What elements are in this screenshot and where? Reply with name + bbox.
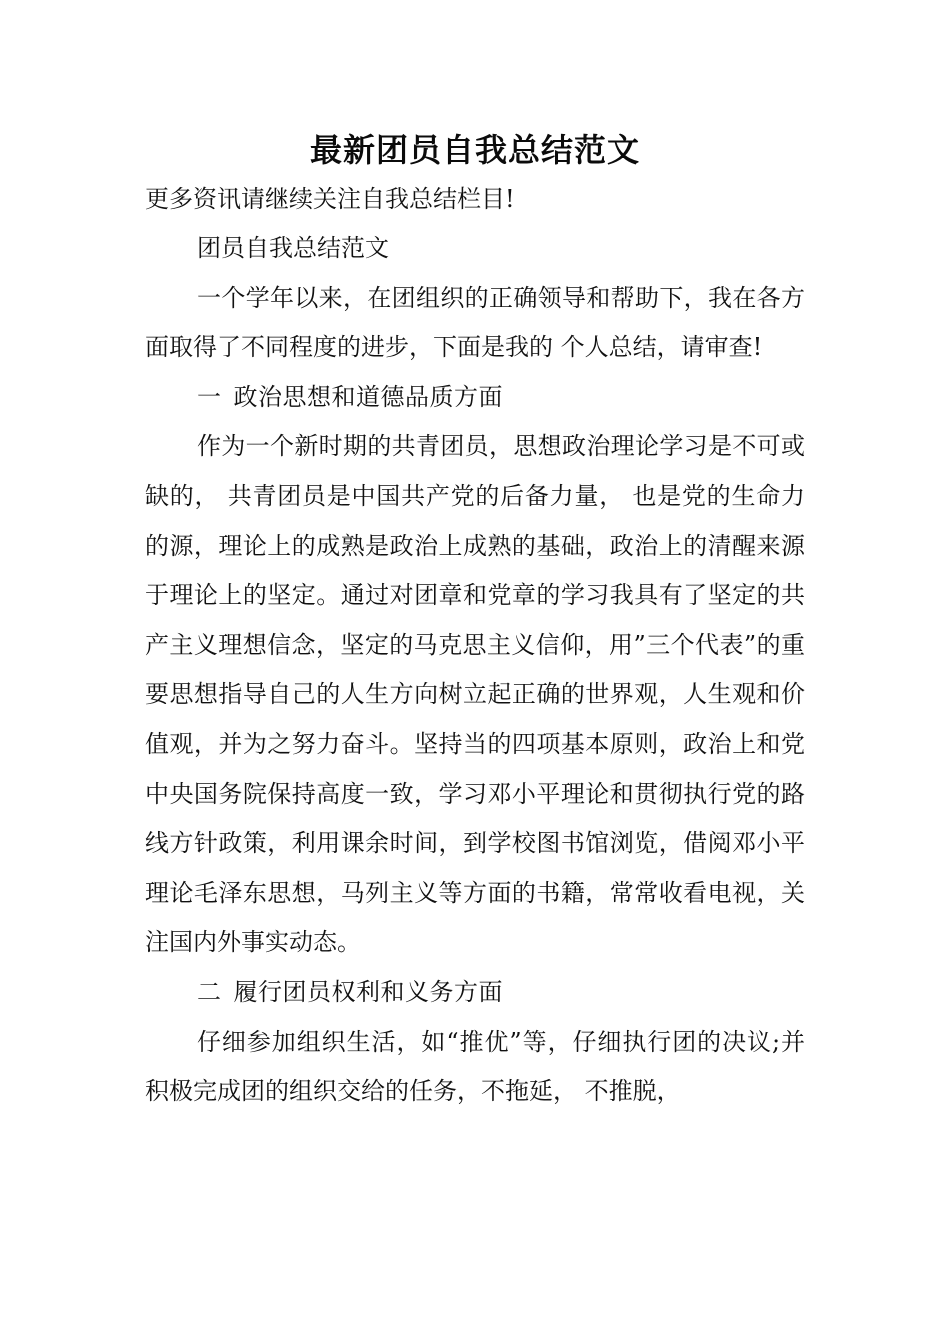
section-1-paragraph: 作为一个新时期的共青团员，思想政治理论学习是不可或缺的， 共青团员是中国共产党的后备力量， 也是党的生命力的源，理论上的成熟是政治上成熟的基础，政治上的清醒来源于理论上的坚定。通过对团章和党章的学习我具有了坚定的共产主义理想信念，坚定的马克思主义信仰，用”三个代表”的重要思想指导自己的人生方向树立起正确的世界观，人生观和价值观，并为之努力奋斗。坚持当的四项基本原则，政治上和党中央国务院保持高度一致，学习邓小平理论和贯彻执行党的路线方针政策，利用课余时间，到学校图书馆浏览，借阅邓小平理论毛泽东思想，马列主义等方面的书籍，常常收看电视，关注国内外事实动态。: [145, 432, 805, 957]
intro-paragraph: 一个学年以来，在团组织的正确领导和帮助下，我在各方面取得了不同程度的进步，下面是我的 个人总结，请审查!: [145, 283, 805, 362]
section-2-paragraph: 仔细参加组织生活，如“推优”等，仔细执行团的决议;并积极完成团的组织交给的任务，不拖延， 不推脱，: [145, 1027, 805, 1106]
section-1-number: 一: [197, 382, 222, 411]
subtitle-paragraph: 团员自我总结范文: [197, 234, 389, 262]
notice-text: 更多资讯请继续关注自我总结栏目!: [145, 185, 515, 213]
document-title: 最新团员自我总结范文: [309, 131, 640, 169]
section-1-heading: [145, 373, 805, 423]
section-2-number: 二: [197, 977, 222, 1006]
section-1-heading-text: 政治思想和道德品质方面: [233, 382, 503, 411]
section-2-heading: [145, 968, 805, 1018]
section-2-heading-text: 履行团员权利和义务方面: [233, 977, 503, 1006]
document-body: [145, 224, 805, 1117]
notice-line: [145, 175, 805, 225]
